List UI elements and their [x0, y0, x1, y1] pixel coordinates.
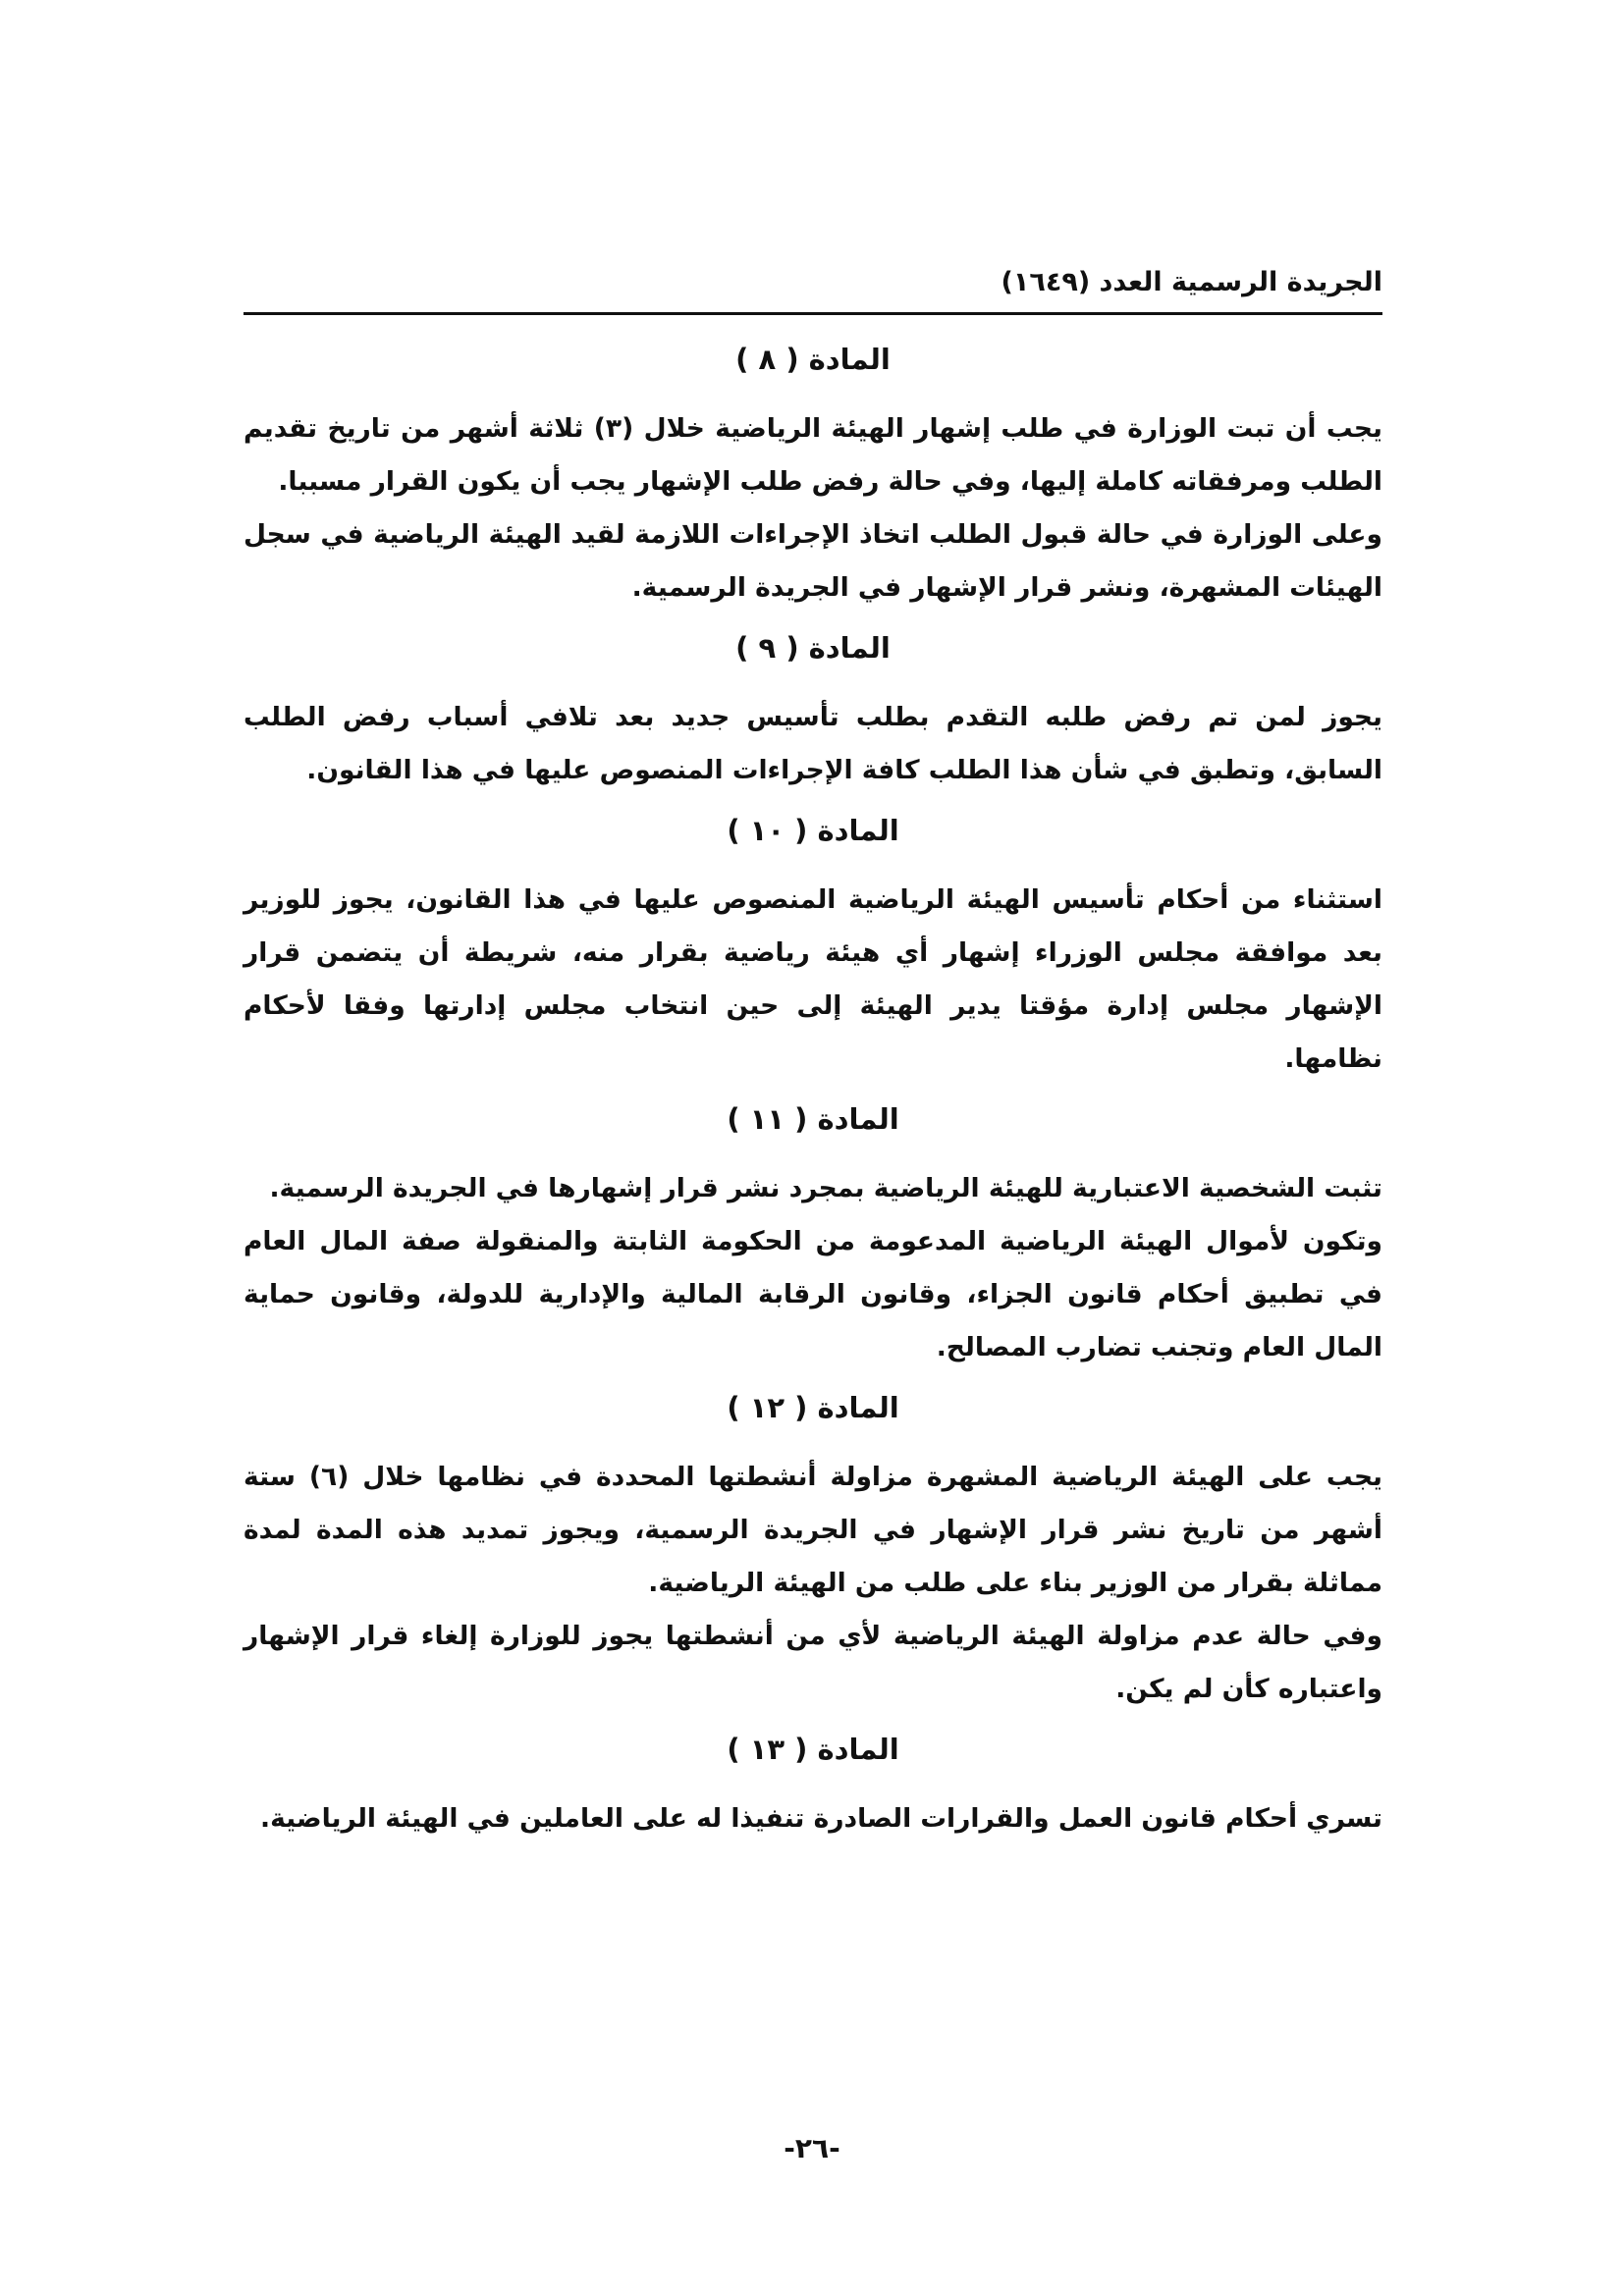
article-title: المادة ( ١١ ) [727, 1102, 899, 1136]
article-10 [244, 801, 1382, 1086]
header-divider [244, 312, 1382, 315]
article-paragraph: تسري أحكام قانون العمل والقرارات الصادرة تنفيذا له على العاملين في الهيئة الرياضية. [260, 1803, 1382, 1834]
article-paragraph: وعلى الوزارة في حالة قبول الطلب اتخاذ الإجراءات اللازمة لقيد الهيئة الرياضية في سجل الهيئات المشهرة، ونشر قرار الإشهار في الجريدة الرسمية. [244, 519, 1382, 603]
article-9 [244, 618, 1382, 797]
article-paragraph: استثناء من أحكام تأسيس الهيئة الرياضية المنصوص عليها في هذا القانون، يجوز للوزير بعد موافقة مجلس الوزراء إشهار أي هيئة رياضية بقرار منه، شريطة أن يتضمن قرار الإشهار مجلس إدارة مؤقتا يدير الهيئة إلى حين انتخاب مجلس إدارتها وفقا لأحكام نظامها. [244, 884, 1382, 1074]
article-paragraph: وتكون لأموال الهيئة الرياضية المدعومة من الحكومة الثابتة والمنقولة صفة المال العام في تطبيق أحكام قانون الجزاء، وقانون الرقابة المالية والإدارية للدولة، وقانون حماية المال العام وتجنب تضارب المصالح. [244, 1226, 1382, 1362]
article-12 [244, 1378, 1382, 1716]
document-body [244, 326, 1382, 1845]
article-title: المادة ( ٨ ) [735, 343, 891, 376]
article-title: المادة ( ١٣ ) [727, 1733, 899, 1766]
article-paragraph: وفي حالة عدم مزاولة الهيئة الرياضية لأي من أنشطتها يجوز للوزارة إلغاء قرار الإشهار واعتباره كأن لم يكن. [244, 1621, 1382, 1704]
gazette-header: الجريدة الرسمية العدد (١٦٤٩) [1001, 267, 1382, 297]
article-paragraph: يجب على الهيئة الرياضية المشهرة مزاولة أنشطتها المحددة في نظامها خلال (٦) ستة أشهر من تاريخ نشر قرار الإشهار في الجريدة الرسمية، ويجوز تمديد هذه المدة لمدة مماثلة بقرار من الوزير بناء على طلب من الهيئة الرياضية. [244, 1462, 1382, 1598]
page-number: -٢٦- [784, 2132, 840, 2164]
article-paragraph: يجوز لمن تم رفض طلبه التقدم بطلب تأسيس جديد بعد تلافي أسباب رفض الطلب السابق، وتطبق في شأن هذا الطلب كافة الإجراءات المنصوص عليها في هذا القانون. [244, 702, 1382, 785]
article-13 [244, 1720, 1382, 1845]
article-title: المادة ( ١٠ ) [727, 814, 899, 847]
article-title: المادة ( ١٢ ) [727, 1391, 899, 1424]
article-title: المادة ( ٩ ) [735, 631, 891, 665]
article-8 [244, 330, 1382, 614]
article-11 [244, 1090, 1382, 1374]
article-paragraph: يجب أن تبت الوزارة في طلب إشهار الهيئة الرياضية خلال (٣) ثلاثة أشهر من تاريخ تقديم الطلب ومرفقاته كاملة إليها، وفي حالة رفض طلب الإشهار يجب أن يكون القرار مسببا. [244, 413, 1382, 497]
article-paragraph: تثبت الشخصية الاعتبارية للهيئة الرياضية بمجرد نشر قرار إشهارها في الجريدة الرسمية. [269, 1173, 1382, 1203]
